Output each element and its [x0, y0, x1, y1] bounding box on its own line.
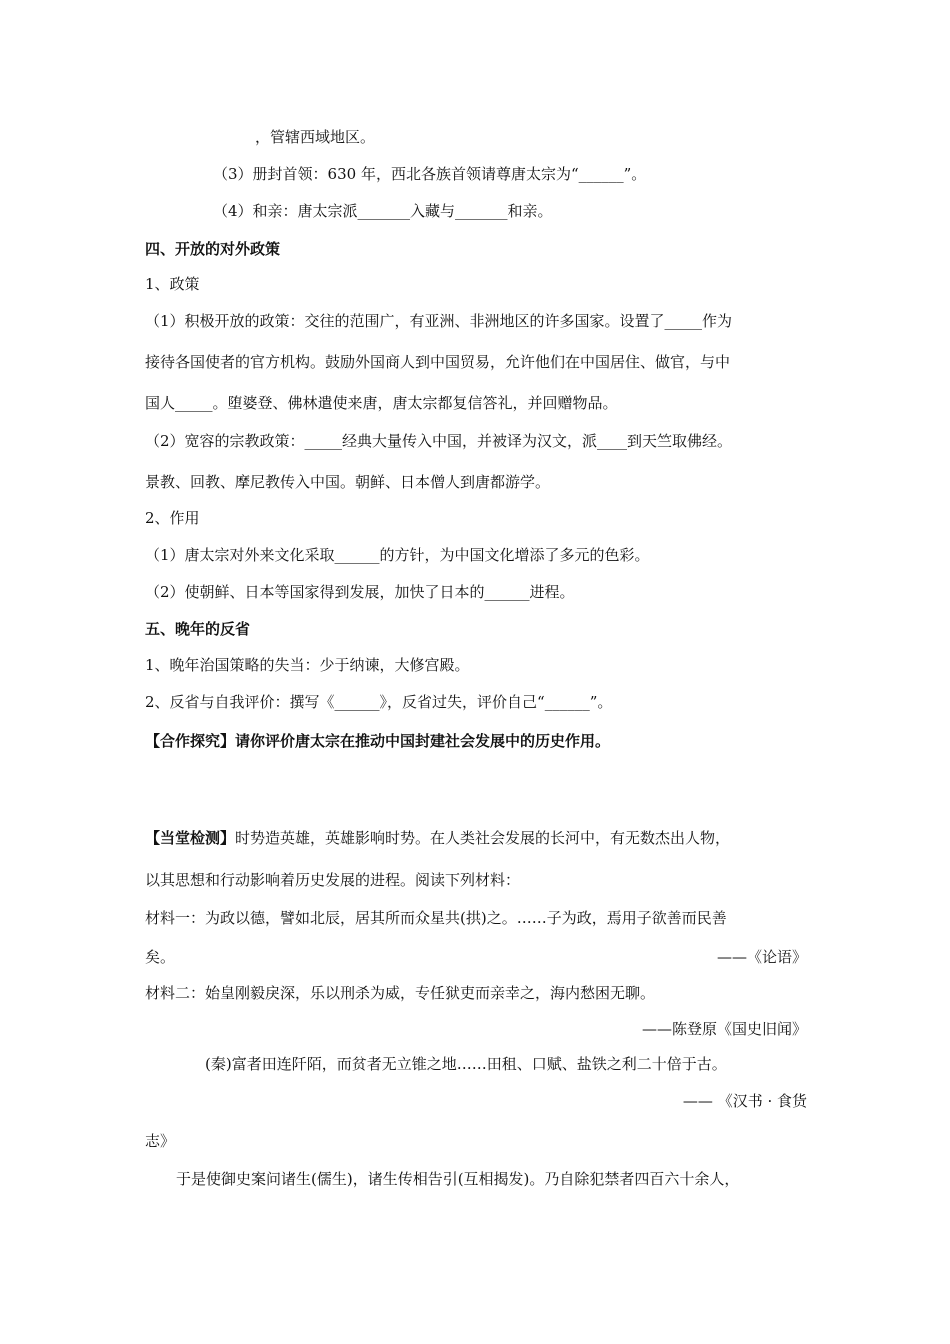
material-line: 于是使御史案问诸生(儒生)，诸生传相告引(互相揭发)。乃自除犯禁者四百六十余人， [176, 1170, 740, 1188]
text-line: 1、晚年治国策略的失当：少于纳谏，大修宫殿。 [145, 656, 470, 674]
text-line: 2、反省与自我评价：撰写《______》，反省过失，评价自己“______”。 [145, 693, 613, 711]
text-line: 以其思想和行动影响着历史发展的进程。阅读下列材料： [145, 871, 521, 889]
text-line: （2）使朝鲜、日本等国家得到发展，加快了日本的______进程。 [145, 583, 575, 601]
material-line: 材料二：始皇刚毅戾深，乐以刑杀为威，专任狱吏而亲幸之，海内愁困无聊。 [145, 984, 656, 1002]
test-tag: 【当堂检测】 [145, 829, 236, 847]
material-line: 矣。 [145, 948, 176, 966]
test-intro [145, 828, 730, 848]
material-source: ——《论语》 [716, 948, 807, 966]
text-line: （2）宽容的宗教政策：_____经典大量传入中国，并被译为汉文，派____到天竺取佛经。 [145, 432, 733, 450]
material-line: (秦)富者田连阡陌，而贫者无立锥之地……田租、口赋、盐铁之利二十倍于古。 [205, 1055, 727, 1073]
text-line: （1）唐太宗对外来文化采取______的方针，为中国文化增添了多元的色彩。 [145, 546, 650, 564]
text-line: 国人_____。堕婆登、佛林遣使来唐，唐太宗都复信答礼，并回赠物品。 [145, 394, 618, 412]
section-heading: 四、开放的对外政策 [145, 240, 281, 258]
text-line: 景教、回教、摩尼教传入中国。朝鲜、日本僧人到唐都游学。 [145, 473, 551, 491]
text-line: 接待各国使者的官方机构。鼓励外国商人到中国贸易，允许他们在中国居住、做官，与中 [145, 353, 731, 371]
text-line: ，管辖西域地区。 [255, 128, 376, 146]
subheading: 1、政策 [145, 275, 200, 293]
text-line: （3）册封首领：630 年，西北各族首领请尊唐太宗为“______”。 [213, 165, 647, 183]
material-source: 志》 [145, 1132, 176, 1150]
material-source: —— 《汉书 · 食货 [682, 1092, 807, 1110]
text-line: （1）积极开放的政策：交往的范围广，有亚洲、非洲地区的许多国家。设置了_____作为 [145, 312, 733, 330]
text-line: （4）和亲：唐太宗派_______入藏与_______和亲。 [213, 202, 553, 220]
material-line: 材料一：为政以德，譬如北辰，居其所而众星共(拱)之。……子为政，焉用子欲善而民善 [145, 909, 727, 927]
inquiry-heading: 【合作探究】请你评价唐太宗在推动中国封建社会发展中的历史作用。 [145, 732, 611, 750]
section-heading: 五、晚年的反省 [145, 620, 251, 638]
subheading: 2、作用 [145, 509, 200, 527]
test-intro-text: 时势造英雄，英雄影响时势。在人类社会发展的长河中，有无数杰出人物， [235, 829, 731, 847]
material-source: ——陈登原《国史旧闻》 [641, 1020, 807, 1038]
